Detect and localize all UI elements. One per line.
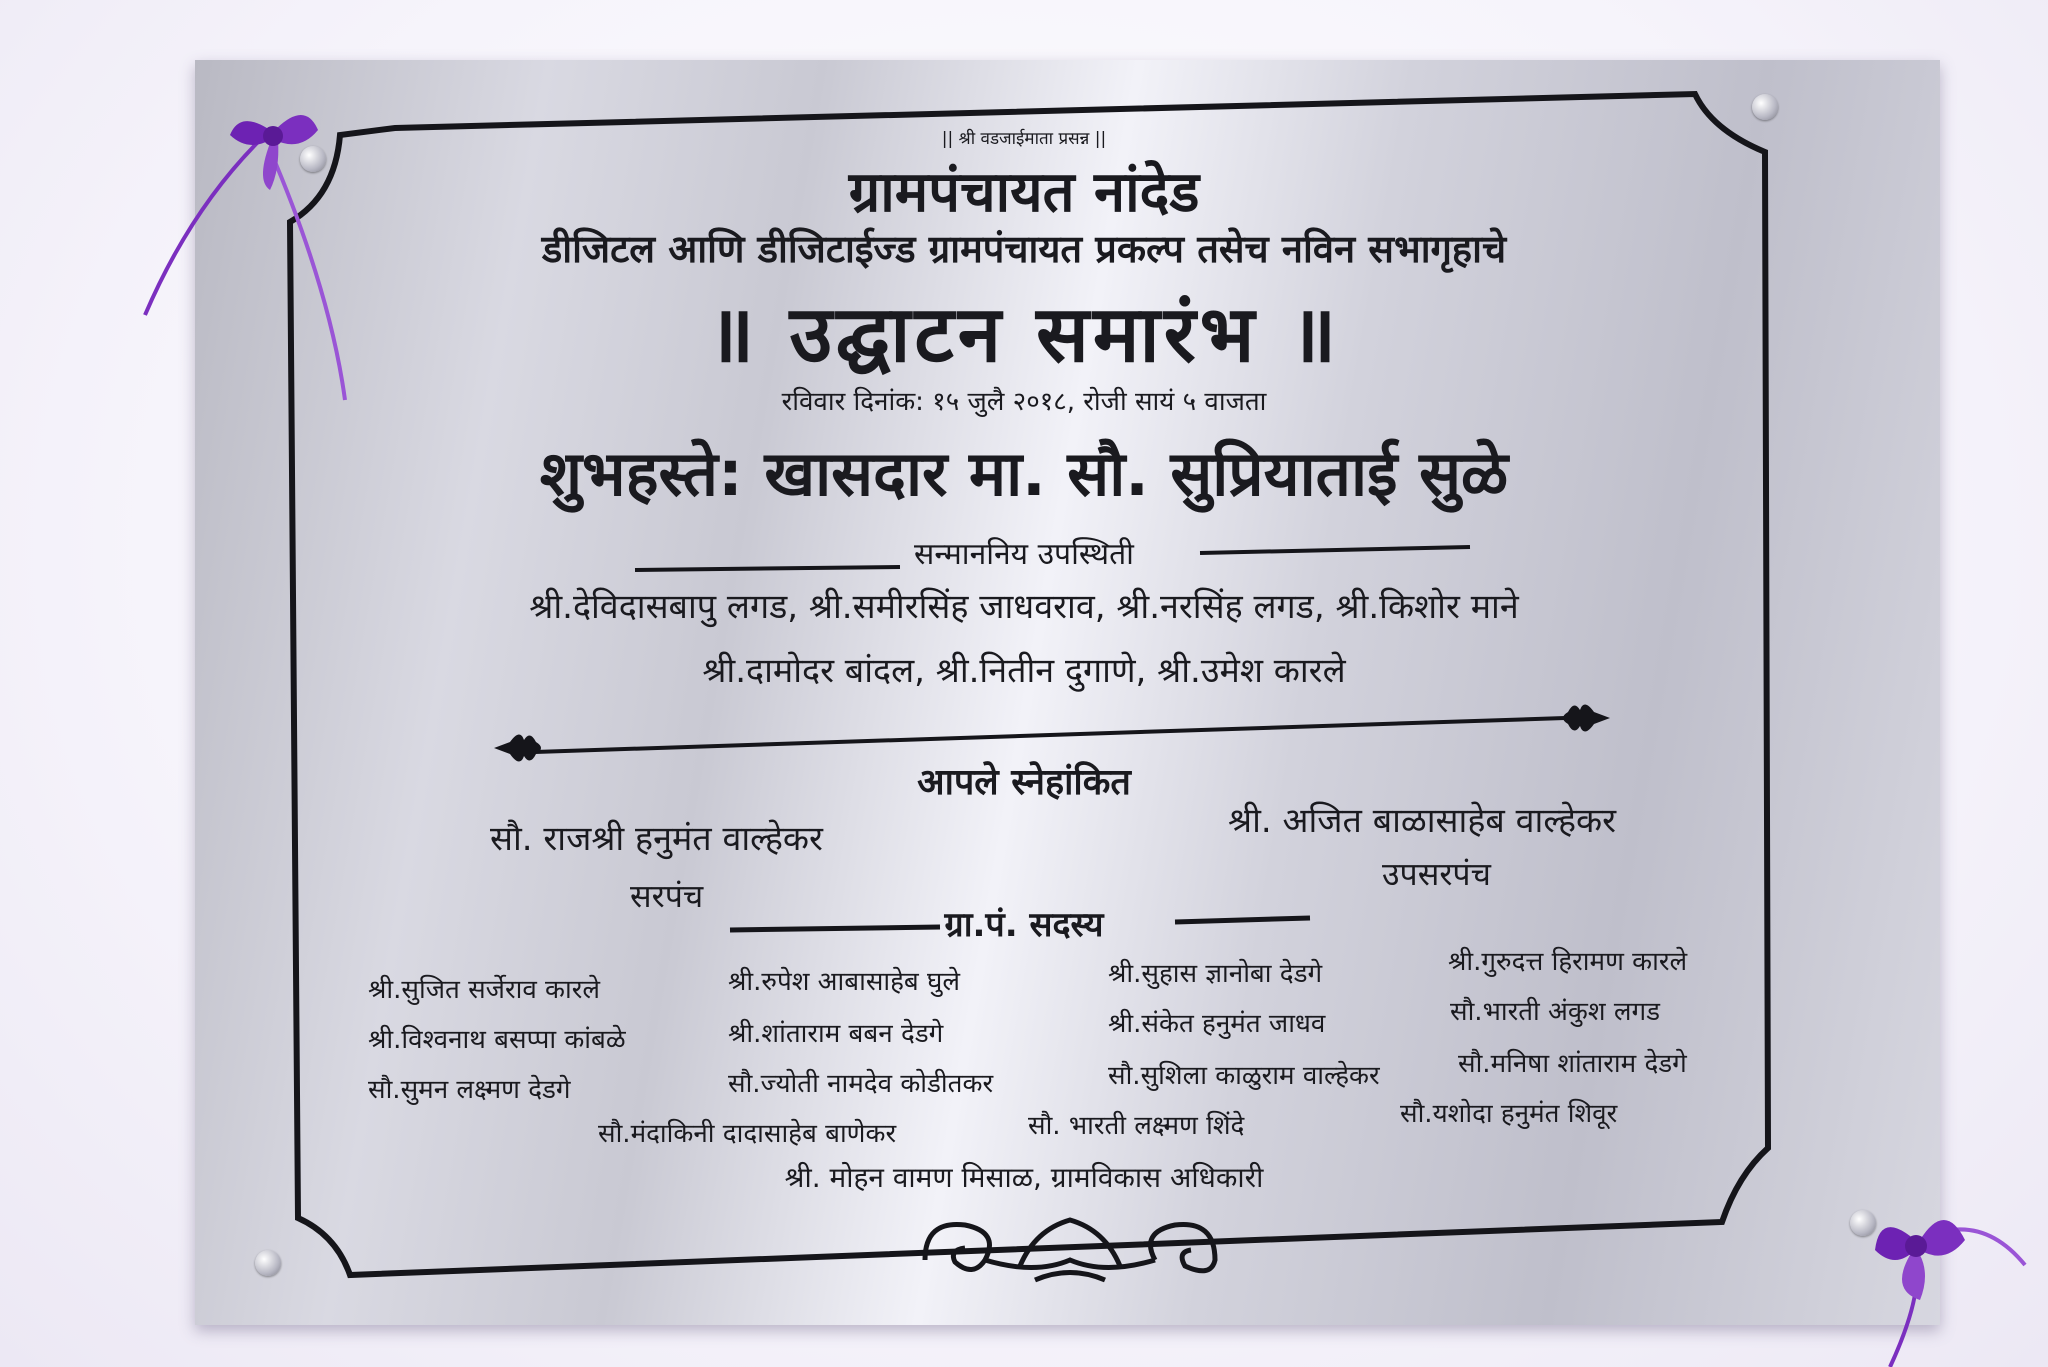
member-name: सौ.मनिषा शांताराम देडगे [1458, 1049, 1687, 1079]
guests-line-2: श्री.दामोदर बांदल, श्री.नितीन दुगाणे, श्री.उमेश कारले [702, 651, 1346, 691]
member-name: श्री.गुरुदत्त हिरामण कारले [1448, 947, 1688, 977]
member-name: सौ. भारती लक्ष्मण शिंदे [1028, 1111, 1245, 1141]
mounting-bolt [1752, 94, 1778, 120]
upsarpanch-role: उपसरपंच [1382, 855, 1491, 893]
member-name: श्री.सुहास ज्ञानोबा देडगे [1108, 959, 1323, 989]
guests-line-1: श्री.देविदासबापु लगड, श्री.समीरसिंह जाधवराव, श्री.नरसिंह लगड, श्री.किशोर माने [529, 587, 1519, 627]
flourish-bottom-icon [915, 1200, 1225, 1290]
village-development-officer: श्री. मोहन वामण मिसाळ, ग्रामविकास अधिकारी [784, 1161, 1264, 1194]
member-name: सौ.यशोदा हनुमंत शिवूर [1400, 1099, 1618, 1129]
gram-panchayat-title: ग्रामपंचायत नांदेड [848, 160, 1200, 225]
sarpanch-role: सरपंच [630, 877, 704, 915]
member-name: सौ.सुमन लक्ष्मण देडगे [368, 1075, 571, 1105]
member-name: श्री.सुजित सर्जेराव कारले [368, 975, 601, 1005]
affection-heading: आपले स्नेहांकित [917, 762, 1131, 803]
member-name: सौ.सुशिला काळुराम वाल्हेकर [1108, 1061, 1380, 1091]
member-name: श्री.संकेत हनुमंत जाधव [1108, 1009, 1326, 1039]
member-name: सौ.मंदाकिनी दादासाहेब बाणेकर [598, 1119, 897, 1149]
member-name: सौ.भारती अंकुश लगड [1450, 997, 1660, 1027]
inauguration-heading: ॥ उद्घाटन समारंभ ॥ [707, 290, 1341, 380]
ribbon-bow-bottom-right-icon [1850, 1170, 2040, 1367]
members-heading: ग्रा.पं. सदस्य [944, 905, 1104, 945]
chief-guest-line: शुभहस्ते: खासदार मा. सौ. सुप्रियाताई सुळे [539, 437, 1509, 510]
member-name: श्री.रुपेश आबासाहेब घुले [728, 967, 961, 997]
invocation-text: || श्री वडजाईमाता प्रसन्न || [941, 129, 1107, 149]
member-name: श्री.शांताराम बबन देडगे [728, 1019, 944, 1049]
sarpanch-name: सौ. राजश्री हनुमंत वाल्हेकर [490, 819, 823, 859]
member-name: श्री.विश्वनाथ बसप्पा कांबळे [368, 1025, 626, 1055]
date-line: रविवार दिनांक: १५ जुलै २०१८, रोजी सायं ५ वाजता [781, 387, 1267, 417]
member-name: सौ.ज्योती नामदेव कोडीतकर [728, 1069, 994, 1099]
presence-heading: सन्माननिय उपस्थिती [914, 537, 1134, 572]
mounting-bolt [255, 1250, 281, 1276]
project-subtitle: डीजिटल आणि डीजिटाईज्ड ग्रामपंचायत प्रकल्प तसेच नविन सभागृहाचे [541, 227, 1507, 271]
upsarpanch-name: श्री. अजित बाळासाहेब वाल्हेकर [1228, 801, 1617, 841]
fleur-right-icon [1556, 698, 1612, 738]
